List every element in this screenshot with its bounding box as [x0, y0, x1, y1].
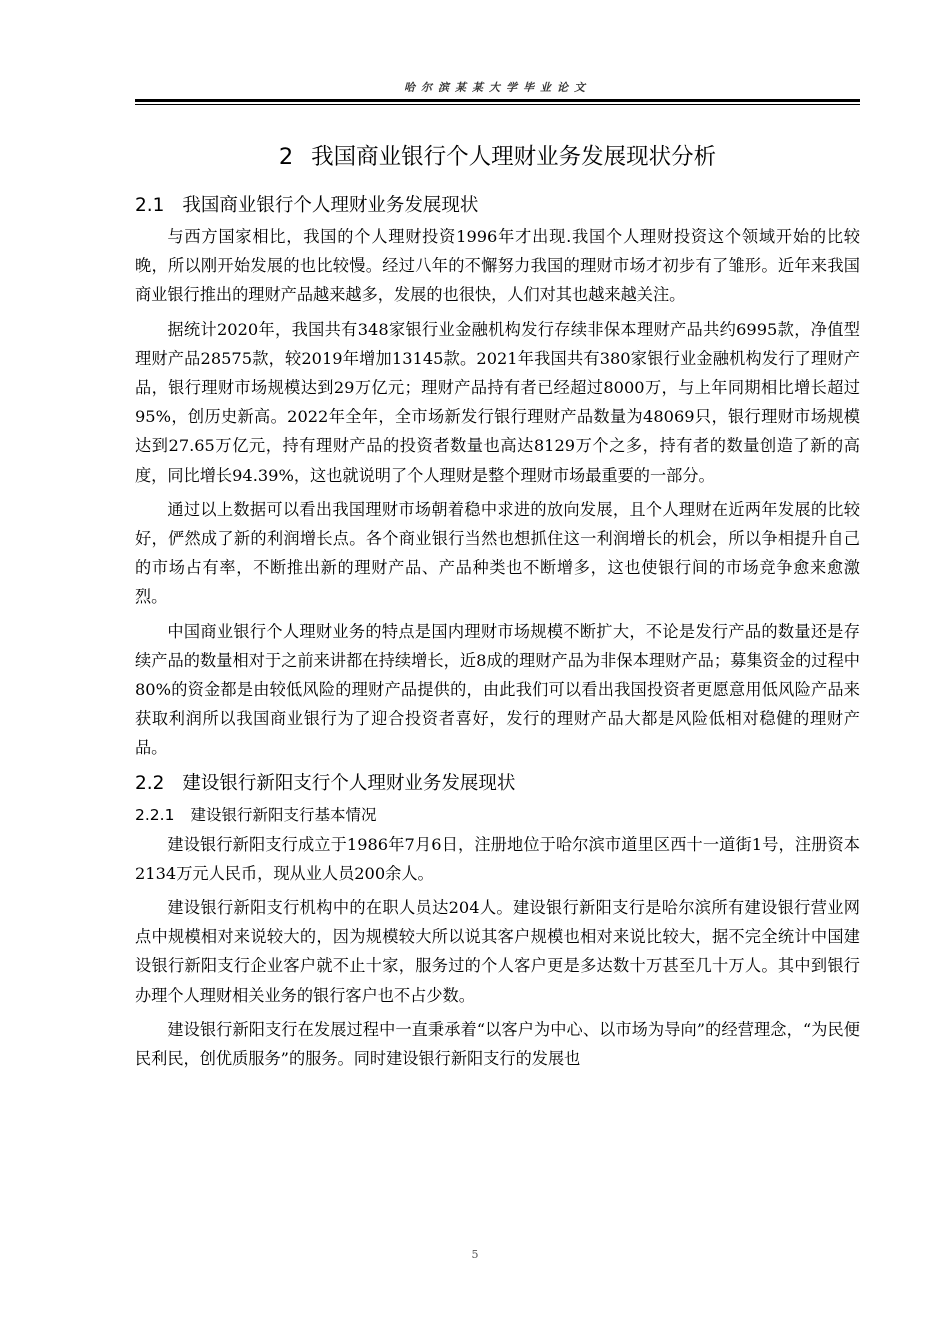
- page-content: [135, 140, 860, 1078]
- header-rule-thin: [135, 104, 860, 105]
- paragraph: 建设银行新阳支行机构中的在职人员达204人。建设银行新阳支行是哈尔滨所有建设银行营业网点中规模相对来说较大的，因为规模较大所以说其客户规模也相对来说比较大，据不完全统计中国建设银行新阳支行企业客户就不止十家，服务过的个人客户更是多达数十万甚至几十万人。其中到银行办理个人理财相关业务的银行客户也不占少数。: [135, 898, 860, 1005]
- running-header: 哈尔滨某某大学毕业论文: [404, 81, 591, 94]
- section-number: 2.1: [135, 195, 165, 216]
- paragraph: 通过以上数据可以看出我国理财市场朝着稳中求进的放向发展，且个人理财在近两年发展的比较好，俨然成了新的利润增长点。各个商业银行当然也想抓住这一利润增长的机会，所以争相提升自己的市场占有率，不断推出新的理财产品、产品种类也不断增多，这也使银行间的市场竞争愈来愈激烈。: [135, 499, 860, 607]
- paragraph: 中国商业银行个人理财业务的特点是国内理财市场规模不断扩大，不论是发行产品的数量还是存续产品的数量相对于之前来讲都在持续增长，近8成的理财产品为非保本理财产品；募集资金的过程中80%的资金都是由较低风险的理财产品提供的，由此我们可以看出我国投资者更愿意用低风险产品来获取利润所以我国商业银行为了迎合投资者喜好，发行的理财产品大都是风险低相对稳健的理财产品。: [135, 621, 860, 758]
- chapter-number: 2: [278, 144, 294, 170]
- section-heading-2-1: [135, 190, 860, 222]
- page-number: 5: [471, 1248, 479, 1261]
- paragraph: 与西方国家相比，我国的个人理财投资1996年才出现.我国个人理财投资这个领域开始的比较晚，所以刚开始发展的也比较慢。经过八年的不懈努力我国的理财市场才初步有了雏形。近年来我国商业银行推出的理财产品越来越多，发展的也很快，人们对其也越来越关注。: [135, 227, 860, 305]
- chapter-title: [135, 140, 860, 174]
- subsection-heading-2-2-1: [135, 800, 860, 830]
- header-rule-thick: [135, 99, 860, 102]
- subsection-number: 2.2.1: [135, 805, 175, 824]
- chapter-title-text: 我国商业银行个人理财业务发展现状分析: [311, 144, 717, 170]
- section-title: 建设银行新阳支行个人理财业务发展现状: [182, 772, 516, 794]
- section-heading-2-2: [135, 768, 860, 800]
- paragraph: 建设银行新阳支行成立于1986年7月6日，注册地位于哈尔滨市道里区西十一道街1号，注册资本2134万元人民币，现从业人员200余人。: [135, 834, 860, 883]
- section-title: 我国商业银行个人理财业务发展现状: [182, 195, 479, 216]
- subsection-title: 建设银行新阳支行基本情况: [190, 805, 377, 824]
- paragraph: 据统计2020年，我国共有348家银行业金融机构发行存续非保本理财产品共约6995款，净值型理财产品28575款，较2019年增加13145款。2021年我国共有380家银行业金融机构发行了理财产品，银行理财市场规模达到29万亿元；理财产品持有者已经超过8000万，与上年同期相比增长超过95%，创历史新高。2022年全年，全市场新发行银行理财产品数量为48069只，银行理财市场规模达到27.65万亿元，持有理财产品的投资者数量也高达8129万个之多，持有者的数量创造了新的高度，同比增长94.39%，这也就说明了个人理财是整个理财市场最重要的一部分。: [135, 319, 860, 485]
- paragraph: 建设银行新阳支行在发展过程中一直秉承着“以客户为中心、以市场为导向”的经营理念，“为民便民利民，创优质服务”的服务。同时建设银行新阳支行的发展也: [135, 1019, 860, 1069]
- section-number: 2.2: [135, 772, 165, 794]
